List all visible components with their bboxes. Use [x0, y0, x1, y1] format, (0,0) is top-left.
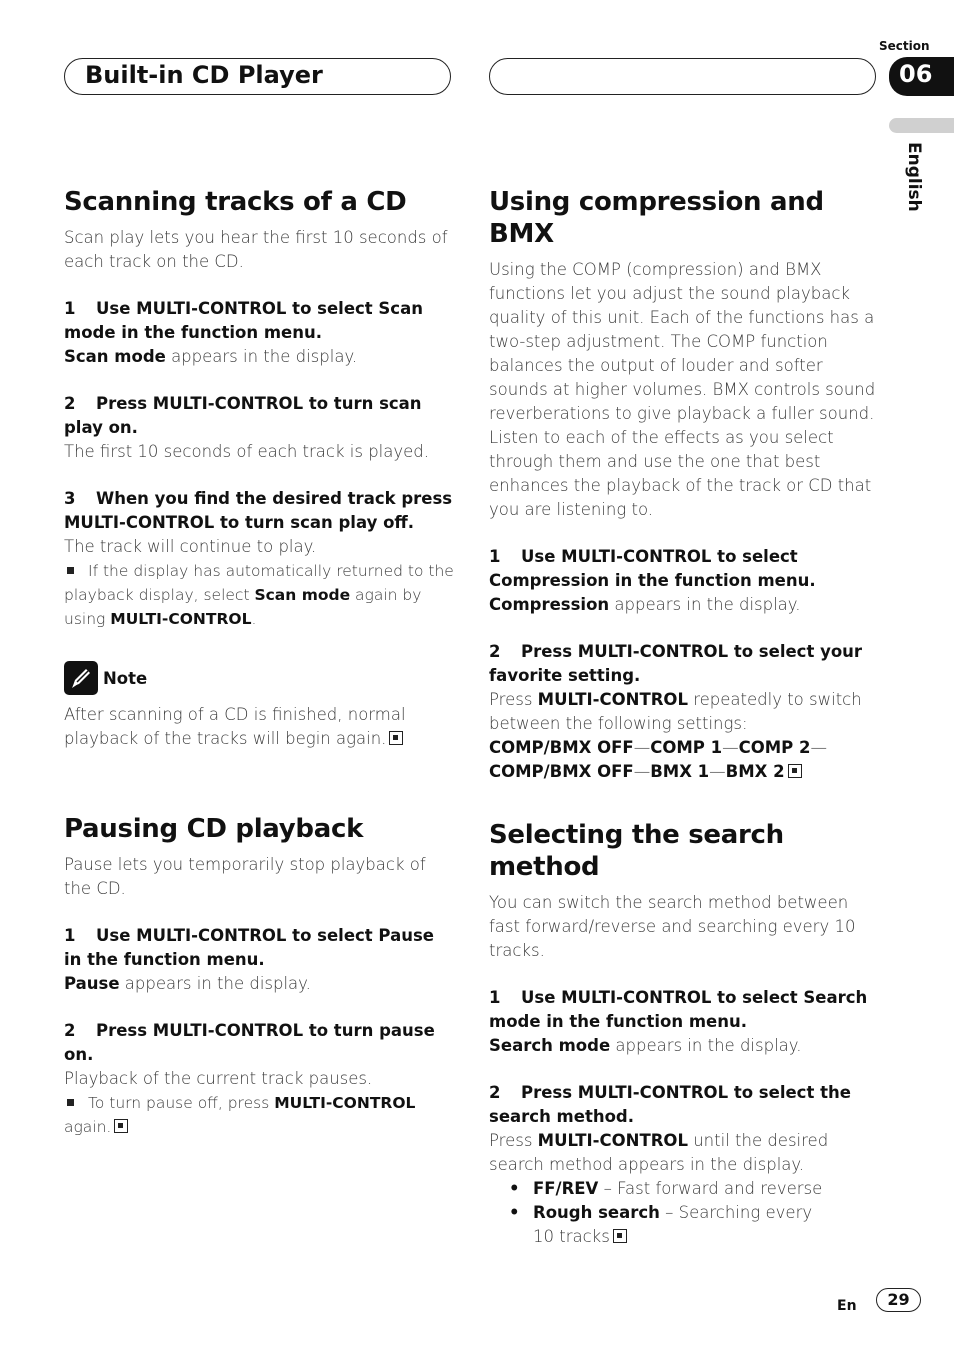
- language-label: English: [904, 142, 924, 212]
- list-item: [533, 1201, 823, 1249]
- section-label: Section: [879, 39, 930, 53]
- search-intro: You can switch the search method between fast forward/reverse and searching every 10 tracks.: [489, 893, 856, 960]
- result-text: appears in the display.: [119, 974, 311, 993]
- note-text: [64, 703, 454, 751]
- step-text: Press MULTI-CONTROL to turn pause on.: [64, 1021, 435, 1064]
- step-text: Press MULTI-CONTROL to select your favorite setting.: [489, 642, 863, 685]
- note-label: Note: [103, 668, 148, 688]
- section-header-box: [64, 58, 451, 95]
- scan-step-3: [64, 487, 454, 535]
- step-text: Press MULTI-CONTROL to turn scan play on.: [64, 394, 422, 437]
- step-text: Press MULTI-CONTROL to select the search method.: [489, 1083, 851, 1126]
- result-text: repeatedly to switch between the following settings:: [489, 690, 862, 733]
- step-number: 2: [489, 1083, 501, 1102]
- scan-step-1: [64, 297, 454, 345]
- search-step-2: [489, 1081, 879, 1129]
- step-number: 1: [64, 299, 76, 318]
- setting-name: COMP 2: [738, 738, 811, 757]
- result-text: until the desired search method appears in the display.: [489, 1131, 829, 1174]
- pause-bullet: [64, 1091, 454, 1139]
- scan-heading: Scanning tracks of a CD: [64, 187, 407, 217]
- square-bullet-icon: [67, 1099, 74, 1106]
- option-name: Rough search: [533, 1203, 660, 1222]
- scan-intro: Scan play lets you hear the first 10 seconds of each track on the CD.: [64, 228, 448, 271]
- language-code: En: [837, 1298, 857, 1314]
- result-text: appears in the display.: [610, 1036, 802, 1055]
- search-step-2-result: [489, 1129, 879, 1177]
- comp-step-2-result: [489, 688, 879, 736]
- term: MULTI-CONTROL: [537, 690, 688, 709]
- end-mark-icon: [613, 1229, 627, 1243]
- bullet-text: again by using: [64, 586, 422, 628]
- step-text: When you find the desired track press MULTI-CONTROL to turn scan play off.: [64, 489, 453, 532]
- separator: —: [633, 762, 651, 781]
- comp-section: [489, 186, 879, 784]
- pause-step-2-result: Playback of the current track pauses.: [64, 1069, 373, 1088]
- option-desc: – Searching every 10 tracks: [533, 1203, 813, 1246]
- setting-name: COMP/BMX OFF: [489, 762, 634, 781]
- comp-step-1: [489, 545, 879, 593]
- comp-intro: Using the COMP (compression) and BMX functions let you adjust the sound playback quality of this unit. Each of the functions has a two-step adjustment. The COMP function balances the output of louder and softer sounds at higher volumes. BMX controls sound reverberations to give playback a fuller sound. Listen to each of the effects as you select through them and use the one that best enhances the playback of the track or CD that you are listening to.: [489, 260, 876, 519]
- section-title: Built-in CD Player: [85, 61, 323, 89]
- bullet-text: again.: [64, 1118, 112, 1136]
- step-number: 2: [489, 642, 501, 661]
- result-text: appears in the display.: [165, 347, 358, 366]
- scan-step-2-result: The first 10 seconds of each track is played.: [64, 442, 429, 461]
- term: MULTI-CONTROL: [274, 1094, 416, 1112]
- page-number: 29: [876, 1288, 921, 1312]
- term: Compression: [489, 595, 610, 614]
- comp-step-1-result: [489, 593, 879, 617]
- search-step-1-result: [489, 1034, 879, 1058]
- pause-heading: Pausing CD playback: [64, 814, 364, 844]
- search-step-1: [489, 986, 879, 1034]
- term: Search mode: [489, 1036, 611, 1055]
- pause-step-1: [64, 924, 454, 972]
- comp-step-2: [489, 640, 879, 688]
- result-text: Press: [489, 690, 538, 709]
- step-text: Use MULTI-CONTROL to select Pause in the function menu.: [64, 926, 434, 969]
- option-name: FF/REV: [533, 1179, 599, 1198]
- bullet-text: .: [251, 610, 257, 628]
- scan-step-1-result: [64, 345, 454, 369]
- step-number: 1: [64, 926, 76, 945]
- step-text: Use MULTI-CONTROL to select Search mode in the function menu.: [489, 988, 868, 1031]
- end-mark-icon: [114, 1119, 128, 1133]
- term: Scan mode: [254, 586, 351, 604]
- separator: —: [722, 738, 739, 757]
- note-header: [64, 661, 454, 695]
- note-body: After scanning of a CD is finished, normal playback of the tracks will begin again.: [64, 705, 406, 748]
- separator: —: [709, 762, 726, 781]
- step-number: 2: [64, 394, 76, 413]
- search-section: [489, 819, 879, 1249]
- setting-name: COMP 1: [650, 738, 723, 757]
- comp-heading: Using compression and BMX: [489, 187, 824, 249]
- bullet-text: To turn pause off, press: [88, 1094, 275, 1112]
- step-text: Use MULTI-CONTROL to select Scan mode in the function menu.: [64, 299, 423, 342]
- pause-step-2: [64, 1019, 454, 1067]
- pause-intro: Pause lets you temporarily stop playback of the CD.: [64, 855, 426, 898]
- setting-name: COMP/BMX OFF: [489, 738, 634, 757]
- result-text: appears in the display.: [609, 595, 801, 614]
- pause-step-1-result: [64, 972, 454, 996]
- scan-step-3-result: The track will continue to play.: [64, 537, 317, 556]
- pause-section: [64, 813, 454, 1139]
- search-options-list: [489, 1177, 879, 1249]
- separator: —: [810, 738, 827, 757]
- step-number: 2: [64, 1021, 76, 1040]
- section-header-box-blank: [489, 58, 876, 95]
- step-number: 1: [489, 988, 501, 1007]
- pencil-icon: [64, 661, 98, 695]
- list-item: [533, 1177, 879, 1201]
- end-mark-icon: [788, 764, 802, 778]
- result-text: Press: [489, 1131, 538, 1150]
- term: MULTI-CONTROL: [110, 610, 252, 628]
- square-bullet-icon: [67, 567, 74, 574]
- search-heading: Selecting the search method: [489, 820, 784, 882]
- scan-step-2: [64, 392, 454, 440]
- term: Pause: [64, 974, 120, 993]
- section-badge: [889, 57, 954, 96]
- term: Scan mode: [64, 347, 166, 366]
- step-number: 3: [64, 489, 76, 508]
- term: MULTI-CONTROL: [537, 1131, 688, 1150]
- scan-section: [64, 186, 454, 751]
- language-tab-bar: [889, 118, 954, 133]
- separator: —: [633, 738, 651, 757]
- bullet-text: If the display has automatically returned to the playback display, select: [64, 562, 454, 604]
- scan-bullet: [64, 559, 454, 631]
- step-number: 1: [489, 547, 501, 566]
- comp-settings-sequence: [489, 736, 839, 784]
- end-mark-icon: [389, 731, 403, 745]
- section-number: 06: [899, 60, 933, 88]
- setting-name: BMX 2: [725, 762, 785, 781]
- option-desc: – Fast forward and reverse: [598, 1179, 823, 1198]
- step-text: Use MULTI-CONTROL to select Compression in the function menu.: [489, 547, 816, 590]
- setting-name: BMX 1: [650, 762, 710, 781]
